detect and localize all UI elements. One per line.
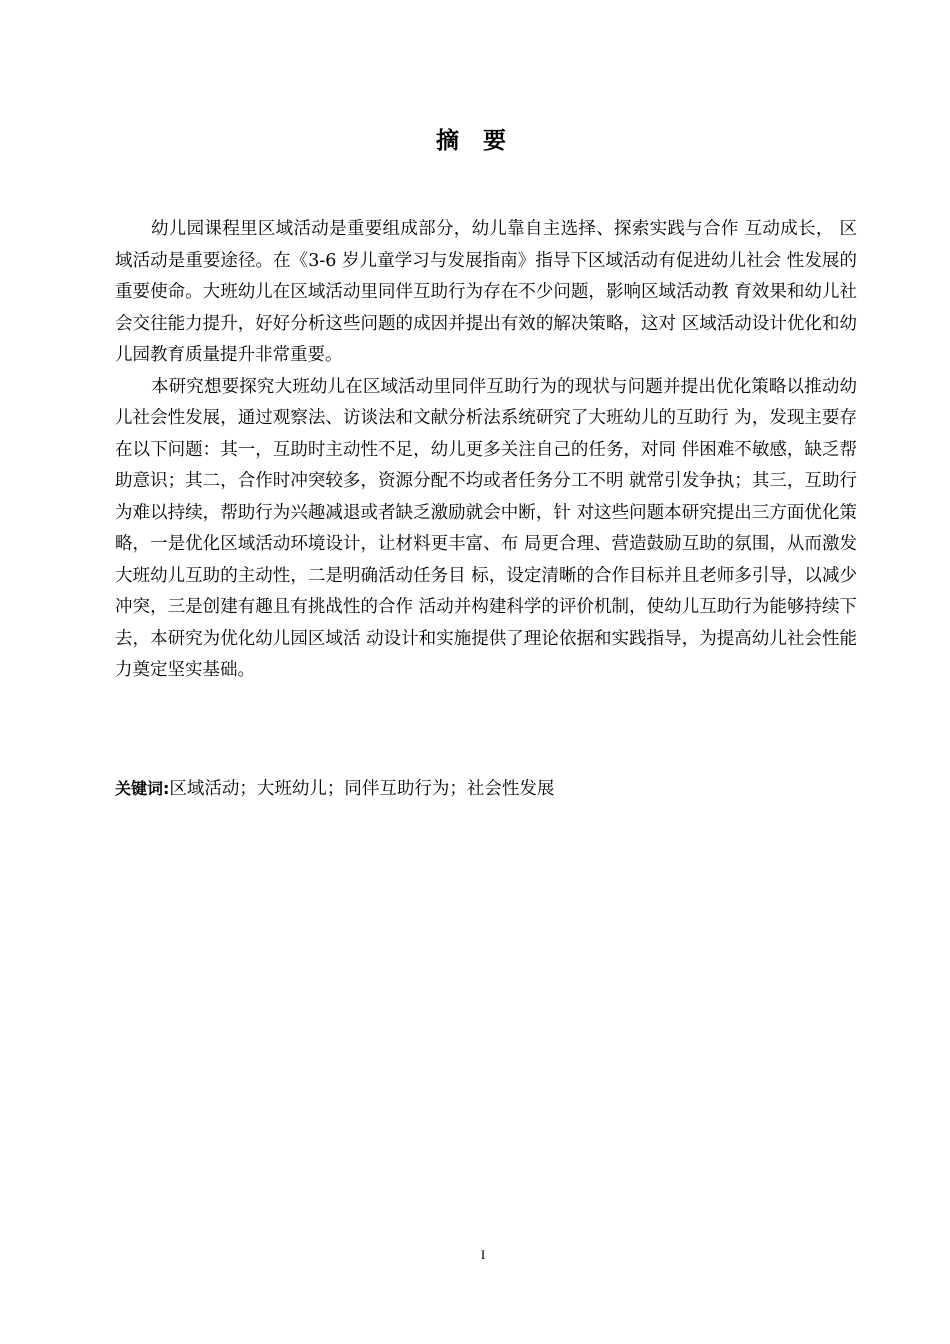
abstract-body — [115, 214, 857, 687]
keywords-list: 区域活动；大班幼儿；同伴互助行为；社会性发展 — [169, 779, 555, 799]
keywords-line — [115, 773, 857, 806]
abstract-paragraph-1: 幼儿园课程里区域活动是重要组成部分，幼儿靠自主选择、探索实践与合作 互动成长， 区域活动是重要途径。在《3-6 岁儿童学习与发展指南》指导下区域活动有促进幼儿社会 性发展的重要使命。大班幼儿在区域活动里同伴互助行为存在不少问题，影响区域活动教 育效果和幼儿社会交往能力提升，好好分析这些问题的成因并提出有效的解决策略，这对 区域活动设计优化和幼儿园教育质量提升非常重要。 — [115, 219, 857, 365]
abstract-paragraph-2: 本研究想要探究大班幼儿在区域活动里同伴互助行为的现状与问题并提出优化策略以推动幼儿社会性发展，通过观察法、访谈法和文献分析法系统研究了大班幼儿的互助行 为，发现主要存在以下问题：其一，互助时主动性不足，幼儿更多关注自己的任务，对同 伴困难不敏感，缺乏帮助意识；其二，合作时冲突较多，资源分配不均或者任务分工不明 就常引发争执；其三，互助行为难以持续，帮助行为兴趣减退或者缺乏激励就会中断，针 对这些问题本研究提出三方面优化策略，一是优化区域活动环境设计，让材料更丰富、布 局更合理、营造鼓励互助的氛围，从而激发大班幼儿互助的主动性，二是明确活动任务目 标，设定清晰的合作目标并且老师多引导，以减少冲突，三是创建有趣且有挑战性的合作 活动并构建科学的评价机制，使幼儿互助行为能够持续下去，本研究为优化幼儿园区域活 动设计和实施提供了理论依据和实践指导，为提高幼儿社会性能力奠定坚实基础。 — [115, 376, 857, 680]
keywords-label: 关键词: — [115, 779, 170, 798]
page-title: 摘要 — [436, 128, 530, 154]
page-number: I — [480, 1247, 486, 1262]
